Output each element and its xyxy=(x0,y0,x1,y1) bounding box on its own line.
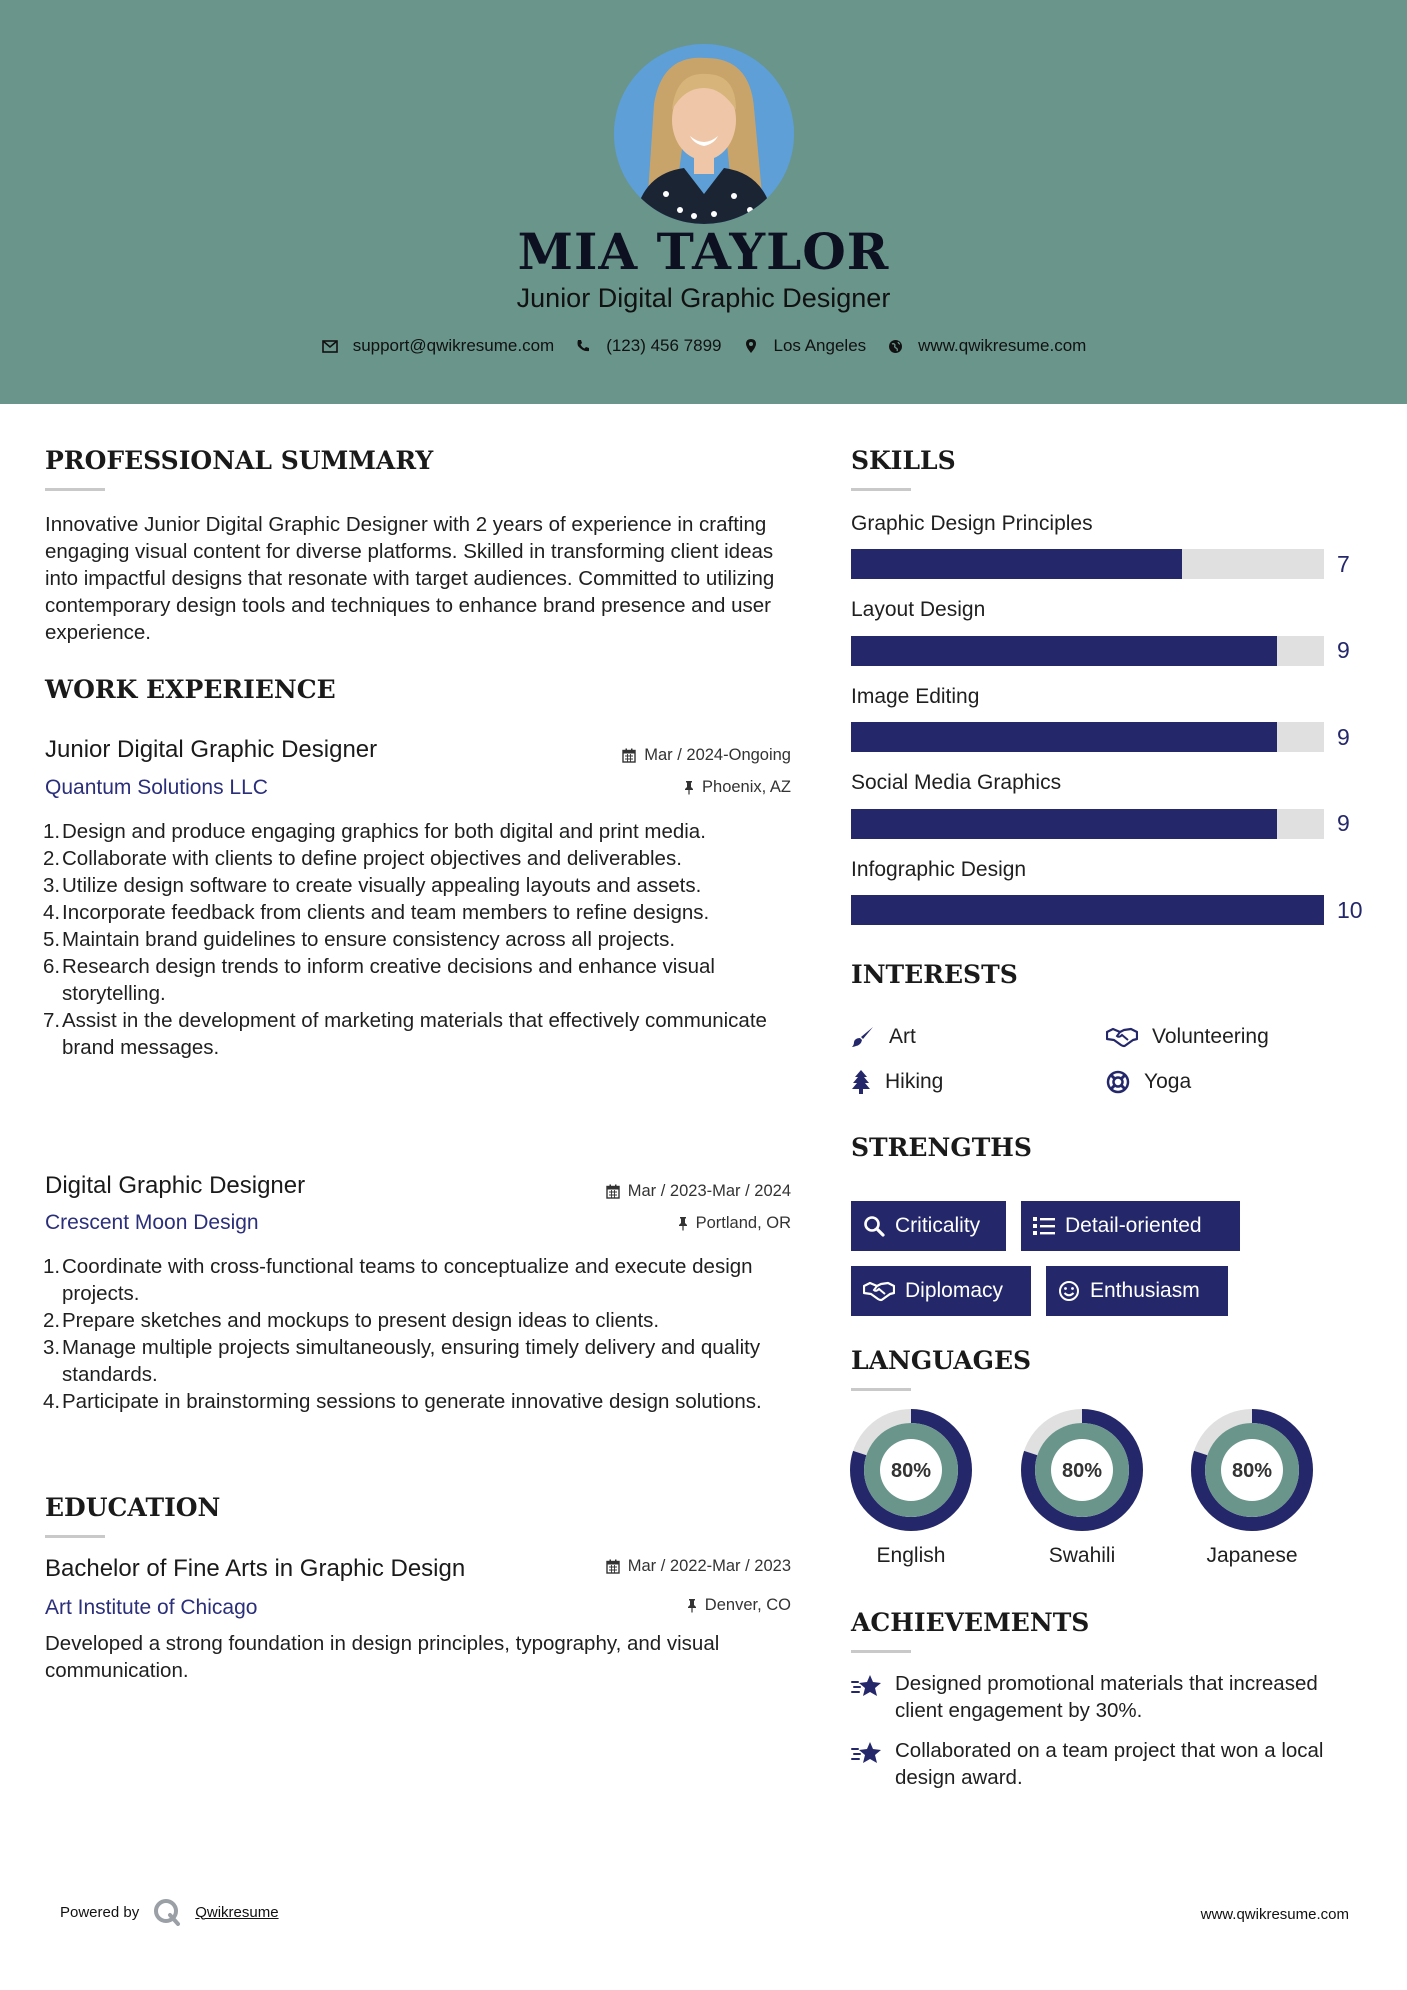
skill-bar-fill xyxy=(851,722,1277,752)
list-item: 3. Manage multiple projects simultaneously, ensuring timely delivery and quality standards. xyxy=(43,1336,761,1386)
contact-email[interactable] xyxy=(321,336,555,356)
skill-value: 7 xyxy=(1337,551,1350,577)
summary-text: Innovative Junior Digital Graphic Designer with 2 years of experience in crafting engaging visual content for diverse platforms. Skilled in transforming client ideas into impactful designs that resonate with target audiences. Committed to utilizing contemporary design tools and techniques to enhance brand presence and user experience. xyxy=(45,513,775,644)
interest-item: Yoga xyxy=(1106,1070,1191,1094)
lifebuoy-icon xyxy=(1106,1070,1130,1094)
globe-icon xyxy=(886,337,904,355)
education-text: Developed a strong foundation in design principles, typography, and visual communication. xyxy=(45,1632,720,1682)
job-location: Phoenix, AZ xyxy=(560,778,791,797)
language-percent: 80% xyxy=(890,1460,932,1482)
list-item: 5. Maintain brand guidelines to ensure consistency across all projects. xyxy=(43,928,676,951)
interest-item: Volunteering xyxy=(1106,1025,1269,1049)
calendar-icon xyxy=(622,748,636,763)
phone-text: (123) 456 7899 xyxy=(606,336,722,355)
strength-tag: Criticality xyxy=(851,1201,1006,1251)
interests-heading: INTERESTS xyxy=(851,960,1018,989)
location-text: Los Angeles xyxy=(773,336,867,355)
job-title: Digital Graphic Designer xyxy=(45,1172,306,1199)
job-duties-list xyxy=(43,818,795,1061)
envelope-icon xyxy=(321,337,339,355)
list-item: 1. Design and produce engaging graphics for both digital and print media. xyxy=(43,820,706,843)
strength-tag: Enthusiasm xyxy=(1046,1266,1228,1316)
handshake-icon xyxy=(1106,1026,1138,1048)
list-icon xyxy=(1033,1216,1055,1236)
degree-title: Bachelor of Fine Arts in Graphic Design xyxy=(45,1555,466,1582)
interest-item: Hiking xyxy=(851,1070,943,1094)
skill-bar-fill xyxy=(851,636,1277,666)
school-name: Art Institute of Chicago xyxy=(45,1596,258,1619)
skills-heading: SKILLS xyxy=(851,446,956,475)
candidate-name: MIA TAYLOR xyxy=(517,222,890,281)
skill-label: Social Media Graphics xyxy=(851,771,1062,794)
interest-item: Art xyxy=(851,1025,916,1049)
job-title: Junior Digital Graphic Designer xyxy=(45,736,378,763)
avatar xyxy=(614,44,794,224)
website-text: www.qwikresume.com xyxy=(918,336,1087,355)
email-text: support@qwikresume.com xyxy=(352,336,555,355)
skill-label: Layout Design xyxy=(851,598,986,621)
job-duties-list xyxy=(43,1253,795,1415)
skill-bar-fill xyxy=(851,809,1277,839)
phone-icon xyxy=(574,337,592,355)
list-item: 1. Coordinate with cross-functional teams to conceptualize and execute design projects. xyxy=(43,1255,753,1305)
candidate-title: Junior Digital Graphic Designer xyxy=(516,283,891,313)
language-gauge xyxy=(1190,1408,1314,1532)
skill-value: 9 xyxy=(1337,637,1350,663)
skill-value: 9 xyxy=(1337,810,1350,836)
map-pin-icon xyxy=(742,337,760,355)
list-item: 2. Collaborate with clients to define project objectives and deliverables. xyxy=(43,847,682,870)
shooting-star-icon xyxy=(851,1740,883,1766)
skill-bar xyxy=(851,636,1324,666)
brand-link[interactable]: Qwikresume xyxy=(195,1903,279,1921)
smile-icon xyxy=(1058,1280,1080,1302)
list-item: 3. Utilize design software to create visually appealing layouts and assets. xyxy=(43,874,702,897)
education-underline xyxy=(45,1535,105,1538)
skill-label: Infographic Design xyxy=(851,858,1027,881)
skill-label: Image Editing xyxy=(851,685,980,708)
thumbtack-icon xyxy=(687,1598,697,1613)
list-item: 4. Participate in brainstorming sessions to generate innovative design solutions. xyxy=(43,1390,762,1413)
strength-tag: Diplomacy xyxy=(851,1266,1031,1316)
language-item xyxy=(1020,1408,1144,1567)
education-location: Denver, CO xyxy=(540,1596,791,1615)
skill-bar xyxy=(851,722,1324,752)
strengths-heading: STRENGTHS xyxy=(851,1133,1032,1162)
job-location: Portland, OR xyxy=(540,1214,791,1233)
languages-heading: LANGUAGES xyxy=(851,1346,1032,1375)
contact-website[interactable] xyxy=(886,336,1086,356)
list-item: 7. Assist in the development of marketing materials that effectively communicate brand messages. xyxy=(43,1009,767,1059)
skill-bar-fill xyxy=(851,895,1324,925)
calendar-icon xyxy=(606,1184,620,1199)
skill-label: Graphic Design Principles xyxy=(851,512,1093,535)
skill-bar-fill xyxy=(851,549,1182,579)
skill-bar xyxy=(851,549,1324,579)
language-item xyxy=(849,1408,973,1567)
thumbtack-icon xyxy=(684,780,694,795)
company-name: Quantum Solutions LLC xyxy=(45,776,268,799)
summary-underline xyxy=(45,488,105,491)
language-gauge xyxy=(1020,1408,1144,1532)
language-percent: 80% xyxy=(1061,1460,1103,1482)
job-date: Mar / 2024-Ongoing xyxy=(560,746,791,765)
calendar-icon xyxy=(606,1559,620,1574)
skill-bar xyxy=(851,895,1324,925)
strength-tag: Detail-oriented xyxy=(1021,1201,1240,1251)
achievement-item: Designed promotional materials that increased client engagement by 30%. xyxy=(851,1670,1361,1724)
handshake-icon xyxy=(863,1280,895,1302)
language-label: English xyxy=(876,1544,946,1567)
summary-heading: PROFESSIONAL SUMMARY xyxy=(45,446,434,475)
powered-by-label: Powered by xyxy=(60,1903,140,1921)
achievements-heading: ACHIEVEMENTS xyxy=(851,1608,1090,1637)
achievements-underline xyxy=(851,1650,911,1653)
skill-bar xyxy=(851,809,1324,839)
education-heading: EDUCATION xyxy=(45,1493,221,1522)
language-label: Swahili xyxy=(1048,1544,1116,1567)
list-item: 6. Research design trends to inform creative decisions and enhance visual storytelling. xyxy=(43,955,715,1005)
footer-branding xyxy=(60,1898,279,1926)
tree-icon xyxy=(851,1070,871,1094)
list-item: 4. Incorporate feedback from clients and team members to refine designs. xyxy=(43,901,710,924)
skill-value: 10 xyxy=(1337,897,1363,923)
shooting-star-icon xyxy=(851,1673,883,1699)
portrait-image xyxy=(614,44,794,224)
language-label: Japanese xyxy=(1206,1544,1298,1567)
search-icon xyxy=(863,1215,885,1237)
qwikresume-logo-icon xyxy=(153,1898,181,1926)
skill-value: 9 xyxy=(1337,724,1350,750)
language-item xyxy=(1190,1408,1314,1567)
education-date: Mar / 2022-Mar / 2023 xyxy=(540,1557,791,1576)
contact-location xyxy=(742,336,867,356)
achievement-item: Collaborated on a team project that won a local design award. xyxy=(851,1737,1361,1791)
skills-underline xyxy=(851,488,911,491)
language-percent: 80% xyxy=(1231,1460,1273,1482)
experience-heading: WORK EXPERIENCE xyxy=(45,675,336,704)
contact-bar xyxy=(0,336,1407,356)
languages-underline xyxy=(851,1388,911,1391)
list-item: 2. Prepare sketches and mockups to present design ideas to clients. xyxy=(43,1309,660,1332)
contact-phone[interactable] xyxy=(574,336,721,356)
footer-website[interactable]: www.qwikresume.com xyxy=(1200,1906,1349,1923)
company-name: Crescent Moon Design xyxy=(45,1211,259,1234)
paintbrush-icon xyxy=(851,1025,875,1049)
thumbtack-icon xyxy=(678,1216,688,1231)
resume-header xyxy=(0,0,1407,404)
language-gauge xyxy=(849,1408,973,1532)
job-date: Mar / 2023-Mar / 2024 xyxy=(540,1182,791,1201)
